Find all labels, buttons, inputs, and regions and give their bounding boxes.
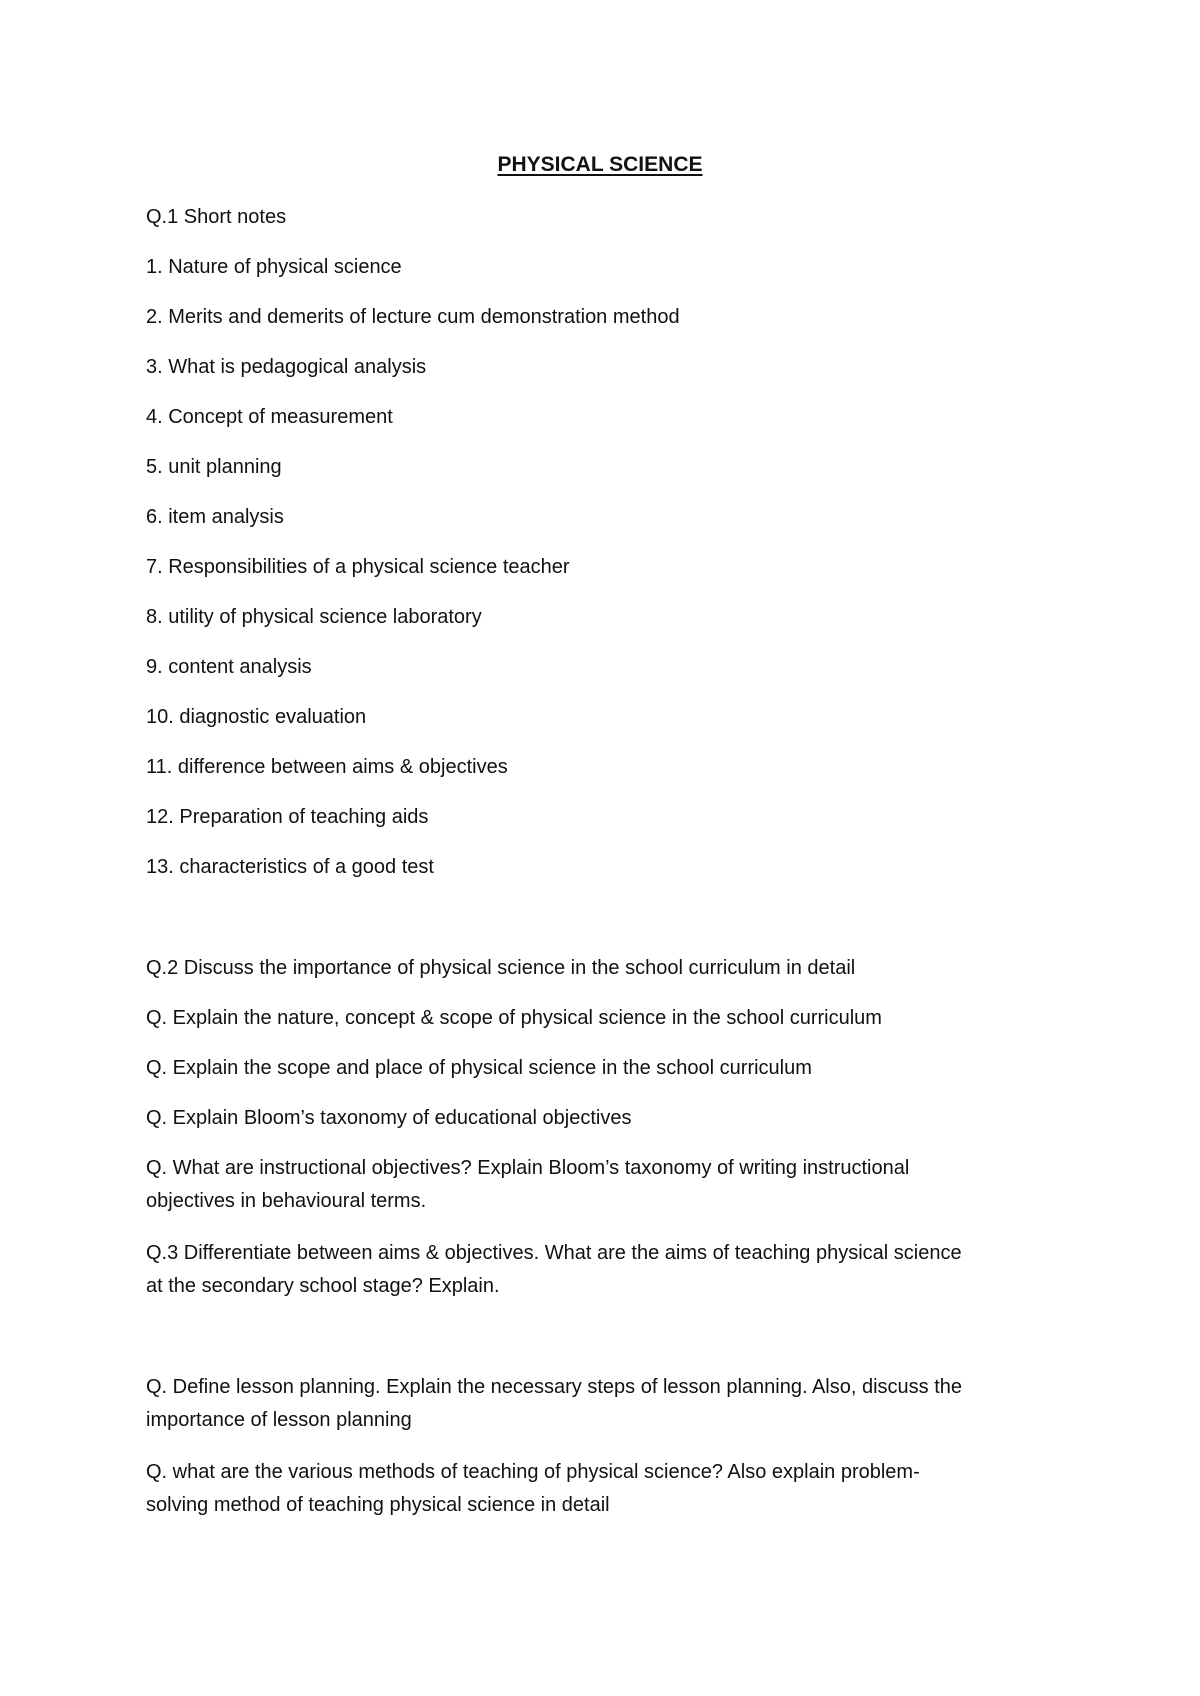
question-teaching-methods: Q. what are the various methods of teaching of physical science? Also explain problem- bbox=[146, 1461, 920, 1483]
question-q3: Q.3 Differentiate between aims & objectives. What are the aims of teaching physical science bbox=[146, 1242, 962, 1264]
short-note-item: 5. unit planning bbox=[146, 456, 282, 478]
short-note-item: 9. content analysis bbox=[146, 656, 312, 678]
short-note-item: 1. Nature of physical science bbox=[146, 256, 402, 278]
question-q2: Q.2 Discuss the importance of physical science in the school curriculum in detail bbox=[146, 957, 856, 979]
question-lesson-planning: Q. Define lesson planning. Explain the necessary steps of lesson planning. Also, discuss the bbox=[146, 1376, 963, 1398]
question-instructional-objectives: Q. What are instructional objectives? Explain Bloom’s taxonomy of writing instructional bbox=[146, 1157, 910, 1179]
question-lesson-planning-cont: importance of lesson planning bbox=[146, 1409, 412, 1431]
short-note-item: 13. characteristics of a good test bbox=[146, 856, 434, 878]
short-note-item: 3. What is pedagogical analysis bbox=[146, 356, 427, 378]
short-note-item: 12. Preparation of teaching aids bbox=[146, 806, 429, 828]
question-scope-place: Q. Explain the scope and place of physical science in the school curriculum bbox=[146, 1057, 812, 1079]
question-instructional-objectives-cont: objectives in behavioural terms. bbox=[146, 1190, 427, 1212]
question-teaching-methods-cont: solving method of teaching physical science in detail bbox=[146, 1494, 610, 1516]
question-q3-cont: at the secondary school stage? Explain. bbox=[146, 1275, 500, 1297]
page-title: PHYSICAL SCIENCE bbox=[497, 153, 703, 176]
short-note-item: 4. Concept of measurement bbox=[146, 406, 393, 428]
short-note-item: 11. difference between aims & objectives bbox=[146, 756, 508, 778]
short-note-item: 7. Responsibilities of a physical science teacher bbox=[146, 556, 570, 578]
short-note-item: 2. Merits and demerits of lecture cum demonstration method bbox=[146, 306, 680, 328]
short-note-item: 6. item analysis bbox=[146, 506, 284, 528]
short-note-item: 8. utility of physical science laboratory bbox=[146, 606, 482, 628]
short-note-item: 10. diagnostic evaluation bbox=[146, 706, 367, 728]
question-blooms-taxonomy: Q. Explain Bloom’s taxonomy of educational objectives bbox=[146, 1107, 632, 1129]
q1-heading: Q.1 Short notes bbox=[146, 206, 287, 228]
question-nature-concept-scope: Q. Explain the nature, concept & scope of physical science in the school curriculum bbox=[146, 1007, 882, 1029]
